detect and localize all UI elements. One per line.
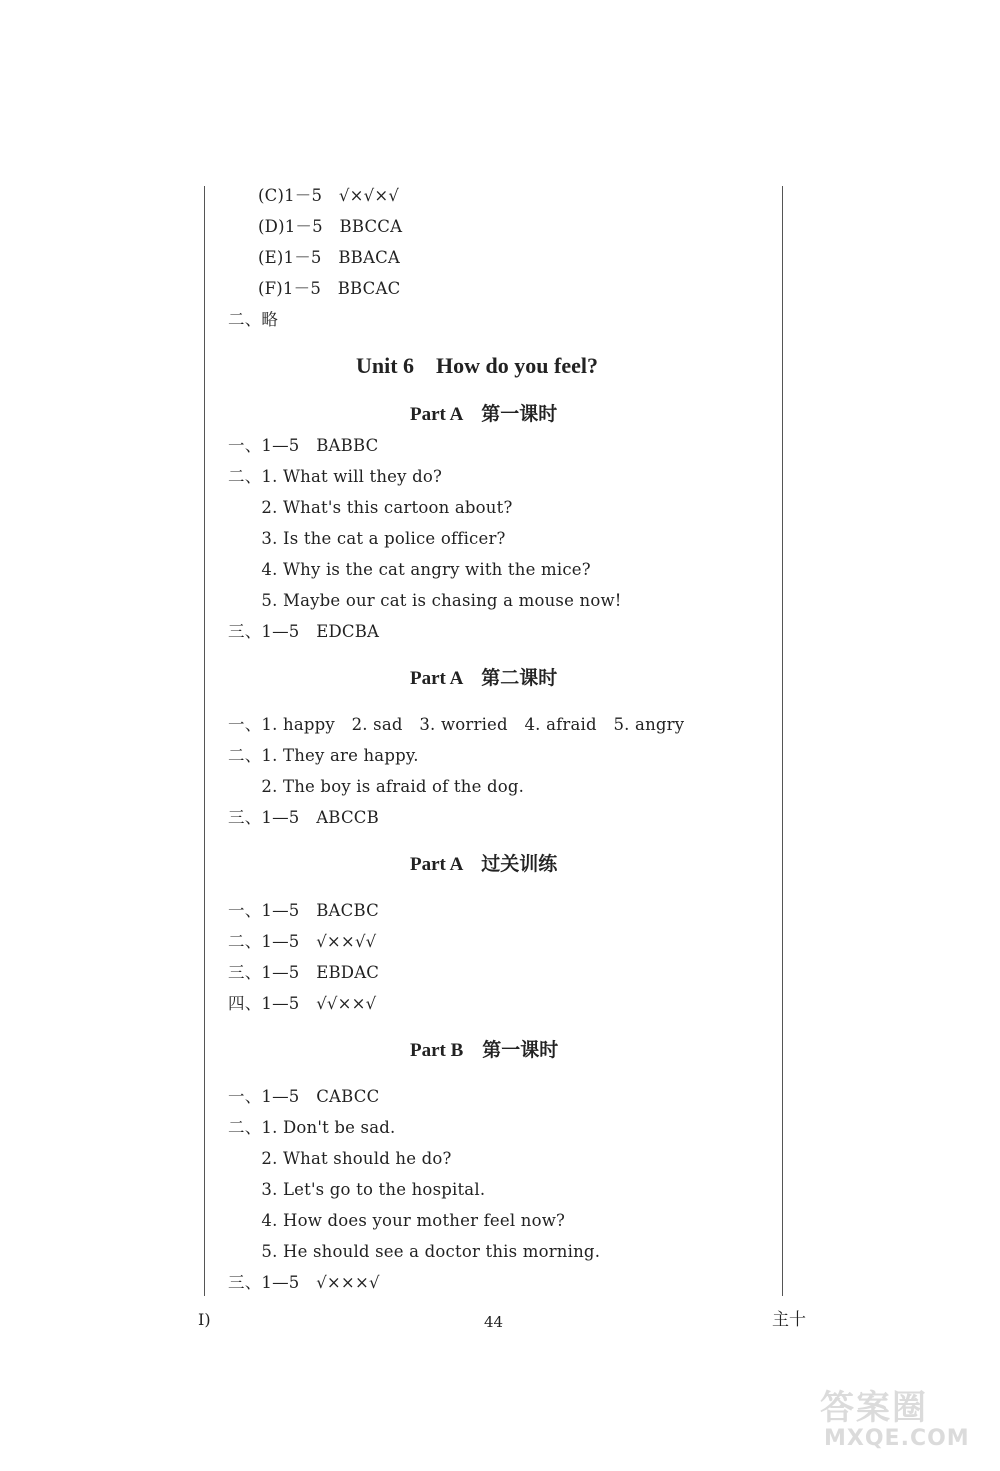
section-title: Part B 第一课时 bbox=[410, 1040, 559, 1061]
answer-line: 二、略 bbox=[228, 310, 279, 329]
page-number: 44 bbox=[484, 1313, 504, 1331]
right-margin-rule bbox=[782, 186, 783, 1296]
answer-line: 2. What should he do? bbox=[228, 1149, 452, 1168]
answer-line: 二、1. Don't be sad. bbox=[228, 1118, 396, 1137]
answer-line: 2. The boy is afraid of the dog. bbox=[228, 777, 525, 796]
footer-right-mark: 主十 bbox=[772, 1310, 806, 1330]
answer-line: 一、1—5 BABBC bbox=[228, 436, 379, 455]
answer-line: 二、1—5 √××√√ bbox=[228, 932, 377, 951]
unit-title: Unit 6 How do you feel? bbox=[356, 353, 599, 378]
site-watermark bbox=[820, 1380, 980, 1460]
answer-line: 四、1—5 √√××√ bbox=[228, 994, 377, 1013]
answer-line: 三、1—5 ABCCB bbox=[228, 808, 379, 827]
answer-line: 4. How does your mother feel now? bbox=[228, 1211, 566, 1230]
answer-line: 2. What's this cartoon about? bbox=[228, 498, 513, 517]
section-title: Part A 第二课时 bbox=[410, 668, 558, 689]
answer-line: 二、1. They are happy. bbox=[228, 746, 419, 765]
answer-line: 3. Is the cat a police officer? bbox=[228, 529, 506, 548]
watermark-logo-text: 答案圈 bbox=[820, 1388, 928, 1428]
answer-line: (D)1－5 BBCCA bbox=[258, 217, 403, 236]
answer-line: 3. Let's go to the hospital. bbox=[228, 1180, 486, 1199]
section-title: Part A 第一课时 bbox=[410, 404, 558, 425]
answer-line: 一、1—5 CABCC bbox=[228, 1087, 380, 1106]
answer-line: 三、1—5 EBDAC bbox=[228, 963, 380, 982]
answer-line: 三、1—5 EDCBA bbox=[228, 622, 380, 641]
answer-line: 二、1. What will they do? bbox=[228, 467, 443, 486]
answer-line: 4. Why is the cat angry with the mice? bbox=[228, 560, 591, 579]
answer-line: (F)1－5 BBCAC bbox=[258, 279, 401, 298]
left-margin-rule bbox=[204, 186, 205, 1296]
answer-line: 5. Maybe our cat is chasing a mouse now! bbox=[228, 591, 622, 610]
footer-left-mark: I) bbox=[198, 1310, 211, 1329]
answer-line: 一、1—5 BACBC bbox=[228, 901, 379, 920]
answer-line: 5. He should see a doctor this morning. bbox=[228, 1242, 601, 1261]
section-title: Part A 过关训练 bbox=[410, 854, 558, 875]
answer-line: (E)1－5 BBACA bbox=[258, 248, 401, 267]
answer-line: (C)1－5 √×√×√ bbox=[258, 186, 400, 205]
answer-line: 三、1—5 √×××√ bbox=[228, 1273, 380, 1292]
watermark-url: MXQE.COM bbox=[824, 1426, 970, 1451]
answer-line: 一、1. happy 2. sad 3. worried 4. afraid 5. angry bbox=[228, 715, 685, 734]
